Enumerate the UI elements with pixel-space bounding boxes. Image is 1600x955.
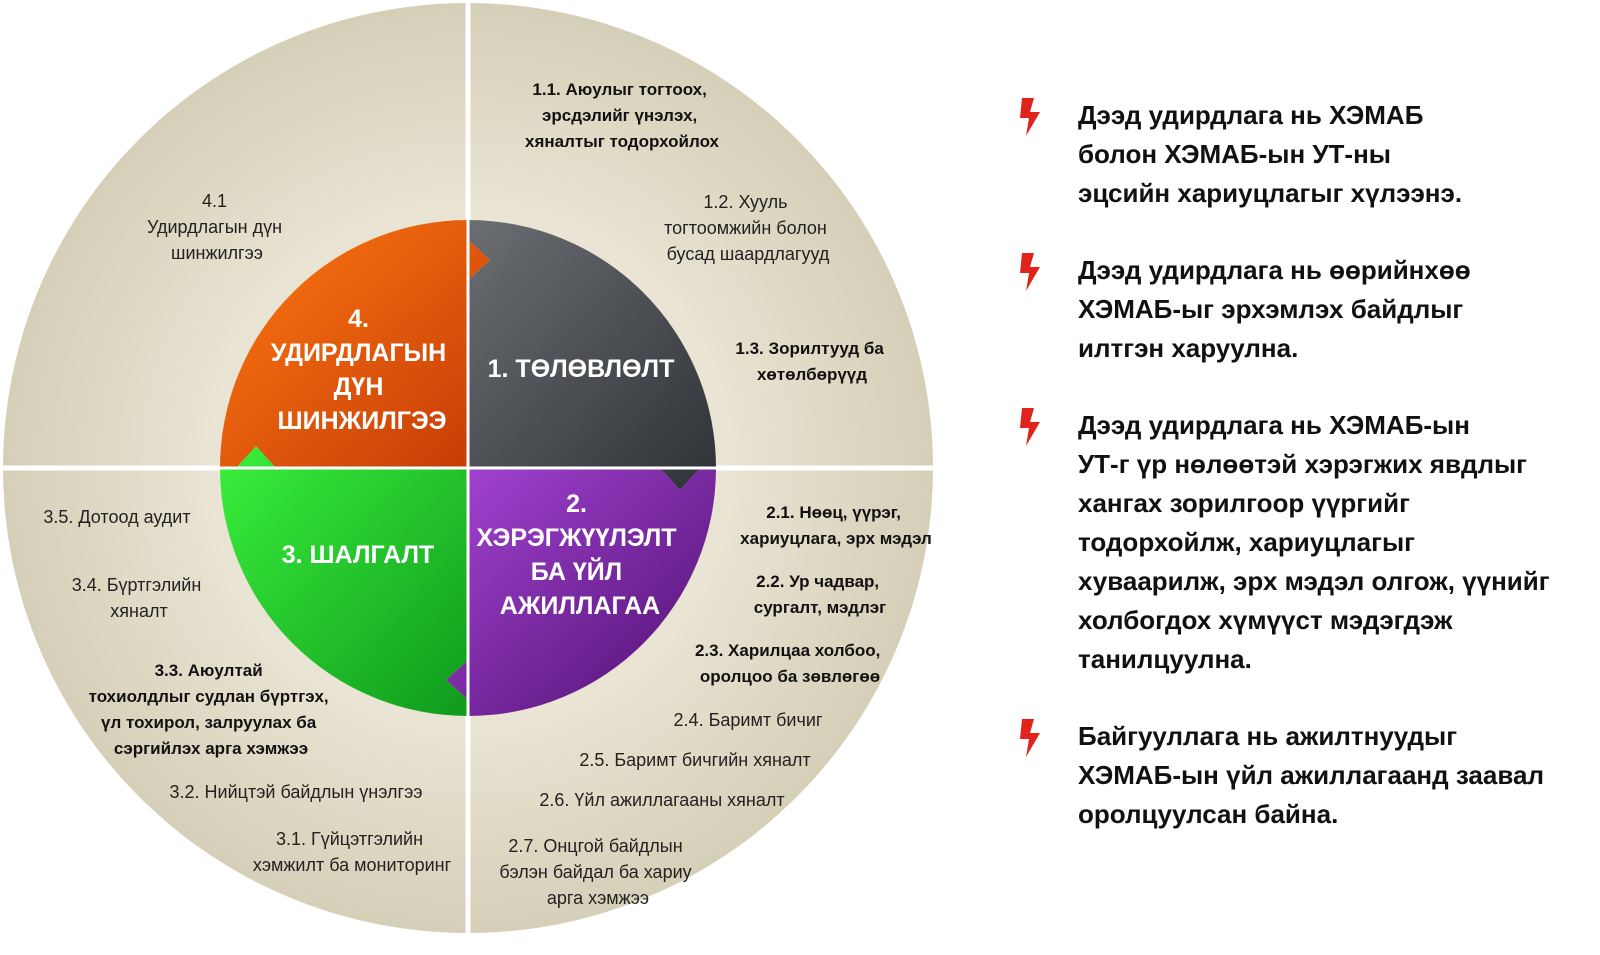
implementation-item-2-5: 2.5. Баримт бичгийн хяналт — [579, 750, 811, 770]
planning-item-1-3: 1.3. Зорилтууд ба хөтөлбөрүүд — [735, 339, 884, 384]
list-item — [1020, 96, 1600, 213]
planning-item-1-2: 1.2. Хууль тогтоомжийн болон бусад шаардлагууд — [664, 192, 830, 264]
implementation-item-2-4: 2.4. Баримт бичиг — [673, 710, 823, 730]
lightning-bullet-icon — [1020, 408, 1044, 446]
implementation-item-2-1: 2.1. Нөөц, үүрэг, хариуцлага, эрх мэдэл — [740, 503, 932, 548]
implementation-item-2-3: 2.3. Харилцаа холбоо, оролцоо ба зөвлөгөө — [694, 641, 881, 686]
review-item-4-1: 4.1 Удирдлагын дүн шинжилгээ — [146, 191, 283, 263]
list-item-text: Дээд удирдлага нь ХЭМАБ-ын УТ-г үр нөлөөтэй хэрэгжих явдлыг хангах зорилгоор үүргийг тодорхойлж, хариуцлагыг хуваарилж, эрх мэдэл олгож, үүнийг холбогдох хүмүүст мэдэгдэж танилцуулна. — [1078, 410, 1550, 674]
implementation-item-2-6: 2.6. Үйл ажиллагааны хяналт — [539, 790, 785, 810]
list-item-text: Дээд удирдлага нь ХЭМАБ болон ХЭМАБ-ын УТ-ны эцсийн хариуцлагыг хүлээнэ. — [1078, 100, 1463, 208]
lightning-bullet-icon — [1020, 98, 1044, 136]
implementation-item-2-2: 2.2. Ур чадвар, сургалт, мэдлэг — [753, 572, 887, 617]
checking-item-3-4: 3.4. Бүртгэлийн хяналт — [71, 575, 202, 621]
checking-item-3-1: 3.1. Гүйцэтгэлийн хэмжилт ба мониторинг — [252, 829, 452, 875]
review-label: 4. УДИРДЛАГЫН ДҮН ШИНЖИЛГЭЭ — [270, 305, 447, 435]
checking-label: 3. ШАЛГАЛТ — [281, 541, 435, 569]
list-item — [1020, 717, 1600, 834]
checking-item-3-3: 3.3. Аюултай тохиолдлыг судлан бүртгэх, үл тохирол, залруулах ба сэргийлэх арга хэмжээ — [88, 661, 329, 758]
checking-item-3-2: 3.2. Нийцтэй байдлын үнэлгээ — [169, 782, 423, 802]
list-item — [1020, 406, 1600, 679]
planning-item-1-1: 1.1. Аюулыг тогтоох, эрсдэлийг үнэлэх, хяналтыг тодорхойлох — [525, 80, 719, 151]
implementation-label: 2. ХЭРЭГЖҮҮЛЭЛТ БА ҮЙЛ АЖИЛЛАГАА — [476, 490, 677, 620]
list-item-text: Байгууллага нь ажилтнуудыг ХЭМАБ-ын үйл ажиллагаанд заавал оролцуулсан байна. — [1078, 721, 1544, 829]
checking-item-3-5: 3.5. Дотоод аудит — [43, 507, 191, 527]
lightning-bullet-icon — [1020, 719, 1044, 757]
list-item — [1020, 251, 1600, 368]
lightning-bullet-icon — [1020, 253, 1044, 291]
responsibility-list — [1020, 96, 1600, 872]
list-item-text: Дээд удирдлага нь өөрийнхөө ХЭМАБ-ыг эрхэмлэх байдлыг илтгэн харуулна. — [1078, 255, 1471, 363]
planning-label: 1. ТӨЛӨВЛӨЛТ — [487, 355, 675, 383]
implementation-item-2-7: 2.7. Онцгой байдлын бэлэн байдал ба хариу арга хэмжээ — [499, 836, 692, 908]
